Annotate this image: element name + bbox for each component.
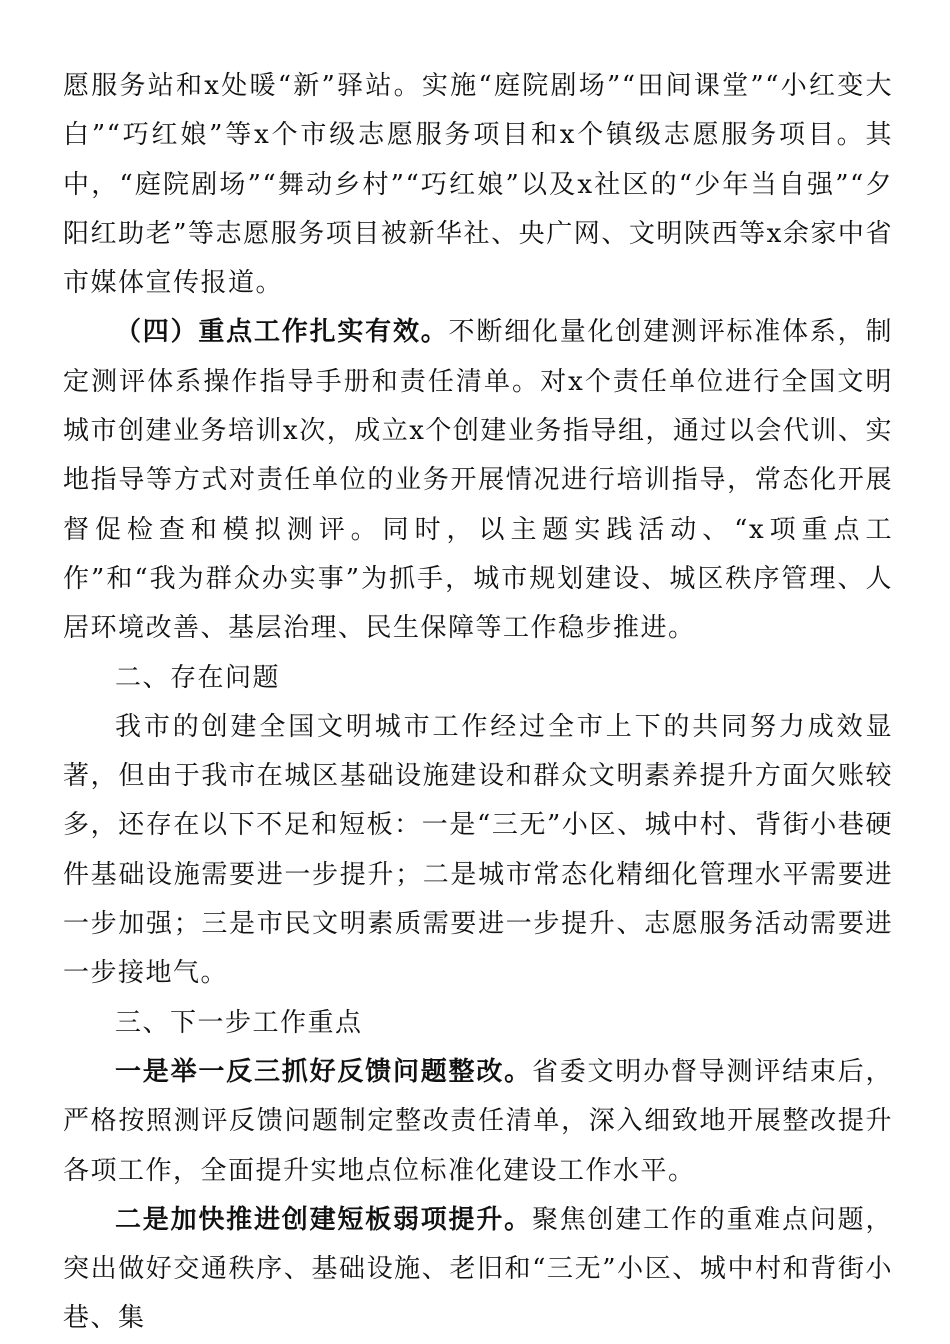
paragraph-text: 聚焦创建工作的重难点问题，突出做好交通秩序、基础设施、老旧和“三无”小区、城中村和背街小巷、集 xyxy=(63,1204,893,1334)
paragraph-text: 不断细化量化创建测评标准体系，制定测评体系操作指导手册和责任清单。对x个责任单位进行全国文明城市创建业务培训x次，成立x个创建业务指导组，通过以会代训、实地指导等方式对责任单位的业务开展情况进行培训指导，常态化开展督促检查和模拟测评。同时，以主题实践活动、“x项重点工作”和“我为群众办实事”为抓手，城市规划建设、城区秩序管理、人居环境改善、基层治理、民生保障等工作稳步推进。 xyxy=(63,317,893,644)
paragraph-shortcomings xyxy=(63,1196,893,1344)
paragraph-volunteer-projects xyxy=(63,62,893,308)
document-body xyxy=(63,62,893,1344)
section-heading-next-steps: 三、下一步工作重点 xyxy=(115,1007,363,1038)
section-heading-problems: 二、存在问题 xyxy=(115,662,281,693)
paragraph-lead-heading: 二是加快推进创建短板弱项提升。 xyxy=(115,1204,532,1235)
paragraph-key-work xyxy=(63,308,893,653)
paragraph-text: 愿服务站和x处暖“新”驿站。实施“庭院剧场”“田间课堂”“小红变大白”“巧红娘”等x个市级志愿服务项目和x个镇级志愿服务项目。其中，“庭院剧场”“舞动乡村”“巧红娘”以及x社区的“少年当自强”“夕阳红助老”等志愿服务项目被新华社、央广网、文明陕西等x余家中省市媒体宣传报道。 xyxy=(63,71,893,299)
paragraph-lead-heading: 一是举一反三抓好反馈问题整改。 xyxy=(115,1056,532,1087)
paragraph-text: 省委文明办督导测评结束后，严格按照测评反馈问题制定整改责任清单，深入细致地开展整改提升各项工作，全面提升实地点位标准化建设工作水平。 xyxy=(63,1056,893,1186)
paragraph-text: 我市的创建全国文明城市工作经过全市上下的共同努力成效显著，但由于我市在城区基础设施建设和群众文明素养提升方面欠账较多，还存在以下不足和短板：一是“三无”小区、城中村、背街小巷硬件基础设施需要进一步提升；二是城市常态化精细化管理水平需要进一步加强；三是市民文明素质需要进一步提升、志愿服务活动需要进一步接地气。 xyxy=(63,711,893,989)
paragraph-lead-heading: （四）重点工作扎实有效。 xyxy=(115,317,449,348)
paragraph-problems xyxy=(63,703,893,999)
paragraph-rectification xyxy=(63,1048,893,1196)
